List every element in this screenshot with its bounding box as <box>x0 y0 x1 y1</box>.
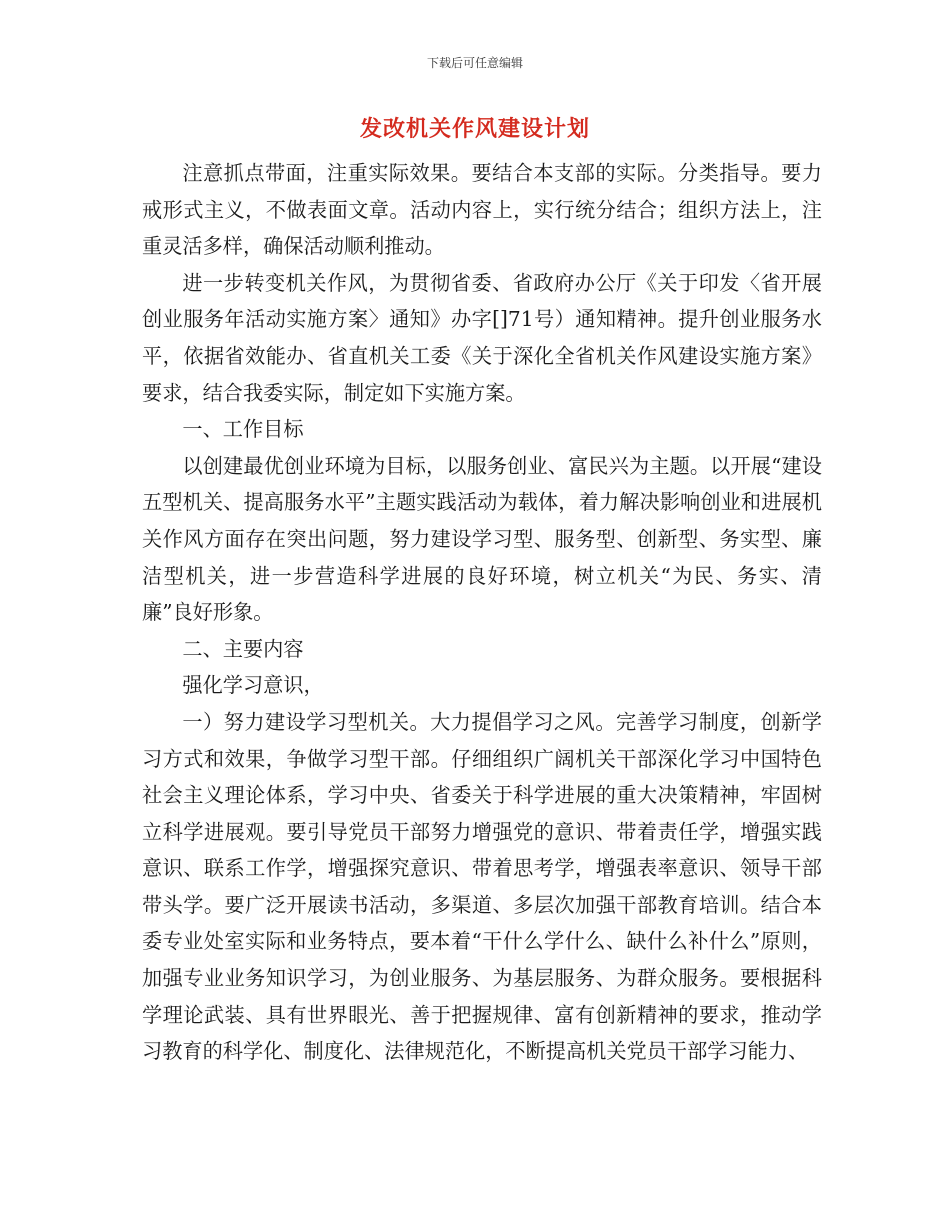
heading-main-content: 二、主要内容 <box>182 636 304 661</box>
paragraph-learning-org: 一）努力建设学习型机关。大力提倡学习之风。完善学习制度，创新学习方式和效果，争做学习型干部。仔细组织广阔机关干部深化学习中国特色社会主义理论体系，学习中央、省委关于科学进展的重大决策精神，牢固树立科学进展观。要引导党员干部努力增强党的意识、带着责任学，增强实践意识、联系工作学，增强探究意识、带着思考学，增强表率意识、领导干部带头学。要广泛开展读书活动，多渠道、多层次加强干部教育培训。结合本委专业处室实际和业务特点，要本着“干什么学什么、缺什么补什么”原则，加强专业业务知识学习，为创业服务、为基层服务、为群众服务。要根据科学理论武装、具有世界眼光、善于把握规律、富有创新精神的要求，推动学习教育的科学化、制度化、法律规范化，不断提高机关党员干部学习能力、 <box>142 709 822 1064</box>
subheading-learning: 强化学习意识， <box>182 673 324 698</box>
paragraph-purpose: 进一步转变机关作风，为贯彻省委、省政府办公厅《关于印发〈省开展创业服务年活动实施方案〉通知》办字[]71号）通知精神。提升创业服务水平，依据省效能办、省直机关工委《关于深化全省机关作风建设实施方案》要求，结合我委实际，制定如下实施方案。 <box>142 270 822 405</box>
document-title: 发改机关作风建设计划 <box>359 117 590 142</box>
heading-work-goal: 一、工作目标 <box>182 417 304 442</box>
paragraph-work-goal: 以创建最优创业环境为目标，以服务创业、富民兴为主题。以开展“建设五型机关、提高服务水平”主题实践活动为载体，着力解决影响创业和进展机关作风方面存在突出问题，努力建设学习型、服务型、创新型、务实型、廉洁型机关，进一步营造科学进展的良好环境，树立机关“为民、务实、清廉”良好形象。 <box>142 453 822 625</box>
paragraph-intro: 注意抓点带面，注重实际效果。要结合本支部的实际。分类指导。要力戒形式主义，不做表面文章。活动内容上，实行统分结合；组织方法上，注重灵活多样，确保活动顺利推动。 <box>142 161 822 259</box>
header-note: 下载后可任意编辑 <box>426 56 523 70</box>
document-body <box>142 155 822 1070</box>
